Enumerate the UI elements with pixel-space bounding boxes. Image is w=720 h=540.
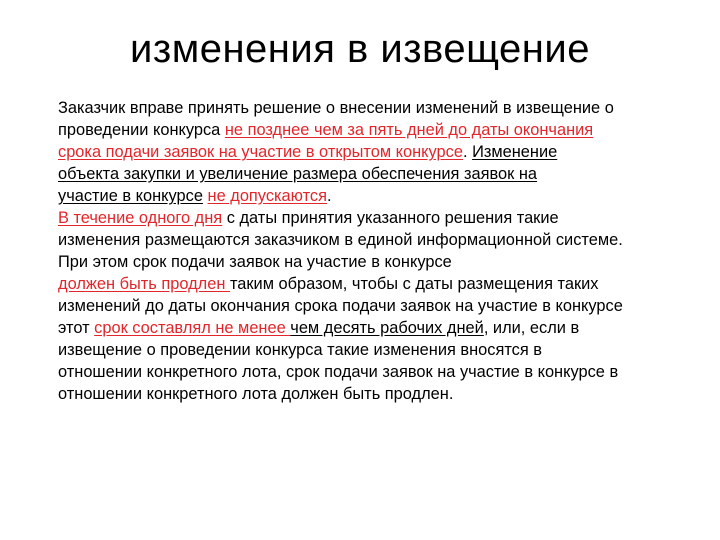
text-run: . — [327, 187, 332, 205]
text-run: таким образом, чтобы с даты размещения таких — [229, 275, 599, 293]
text-run: изменений до даты окончания срока подачи заявок на участие в конкурсе — [58, 297, 623, 315]
text-run: проведении конкурса — [58, 121, 225, 139]
text-run: этот — [58, 319, 95, 337]
body-paragraph — [58, 97, 688, 405]
term-highlight: срок составлял не менее — [94, 319, 291, 337]
one-day-highlight: В течение одного дня — [58, 209, 223, 227]
text-line-2 — [58, 119, 688, 141]
text-line-8 — [58, 251, 688, 273]
not-allowed-highlight: не допускаются — [207, 187, 327, 205]
text-run: отношении конкретного лота должен быть продлен. — [58, 385, 454, 403]
text-run: извещение о проведении конкурса такие изменения вносятся в — [58, 341, 543, 359]
text-line-1 — [58, 97, 688, 119]
deadline-highlight: не позднее чем за пять дней до даты окончания — [224, 121, 594, 139]
text-line-11 — [58, 317, 688, 339]
restriction-highlight-cont: объекта закупки и увеличение размера обеспечения заявок на — [58, 165, 537, 183]
text-line-9 — [58, 273, 688, 295]
text-run: Заказчик вправе принять решение о внесении изменений в извещение о — [58, 99, 614, 117]
text-run: отношении конкретного лота, срок подачи заявок на участие в конкурсе в — [58, 363, 619, 381]
text-line-4 — [58, 163, 688, 185]
extension-highlight: должен быть продлен — [58, 275, 230, 293]
text-line-12 — [58, 339, 688, 361]
deadline-highlight-cont: срока подачи заявок на участие в открытом конкурсе — [58, 143, 463, 161]
text-line-10 — [58, 295, 688, 317]
slide-title: изменения в извещение — [130, 27, 590, 71]
restriction-highlight-end: участие в конкурсе — [58, 187, 203, 205]
restriction-highlight: Изменение — [472, 143, 558, 161]
text-run: с даты принятия указанного решения такие — [222, 209, 559, 227]
text-run: изменения размещаются заказчиком в единой информационной системе. — [58, 231, 623, 249]
text-run: , или, если в — [483, 319, 580, 337]
text-run: При этом срок подачи заявок на участие в конкурсе — [58, 253, 452, 271]
text-line-5 — [58, 185, 688, 207]
text-line-7 — [58, 229, 688, 251]
text-line-14 — [58, 383, 688, 405]
text-run: . — [462, 143, 473, 161]
text-line-3 — [58, 141, 688, 163]
text-line-6 — [58, 207, 688, 229]
ten-days-highlight: чем десять рабочих дней — [290, 319, 484, 337]
text-line-13 — [58, 361, 688, 383]
